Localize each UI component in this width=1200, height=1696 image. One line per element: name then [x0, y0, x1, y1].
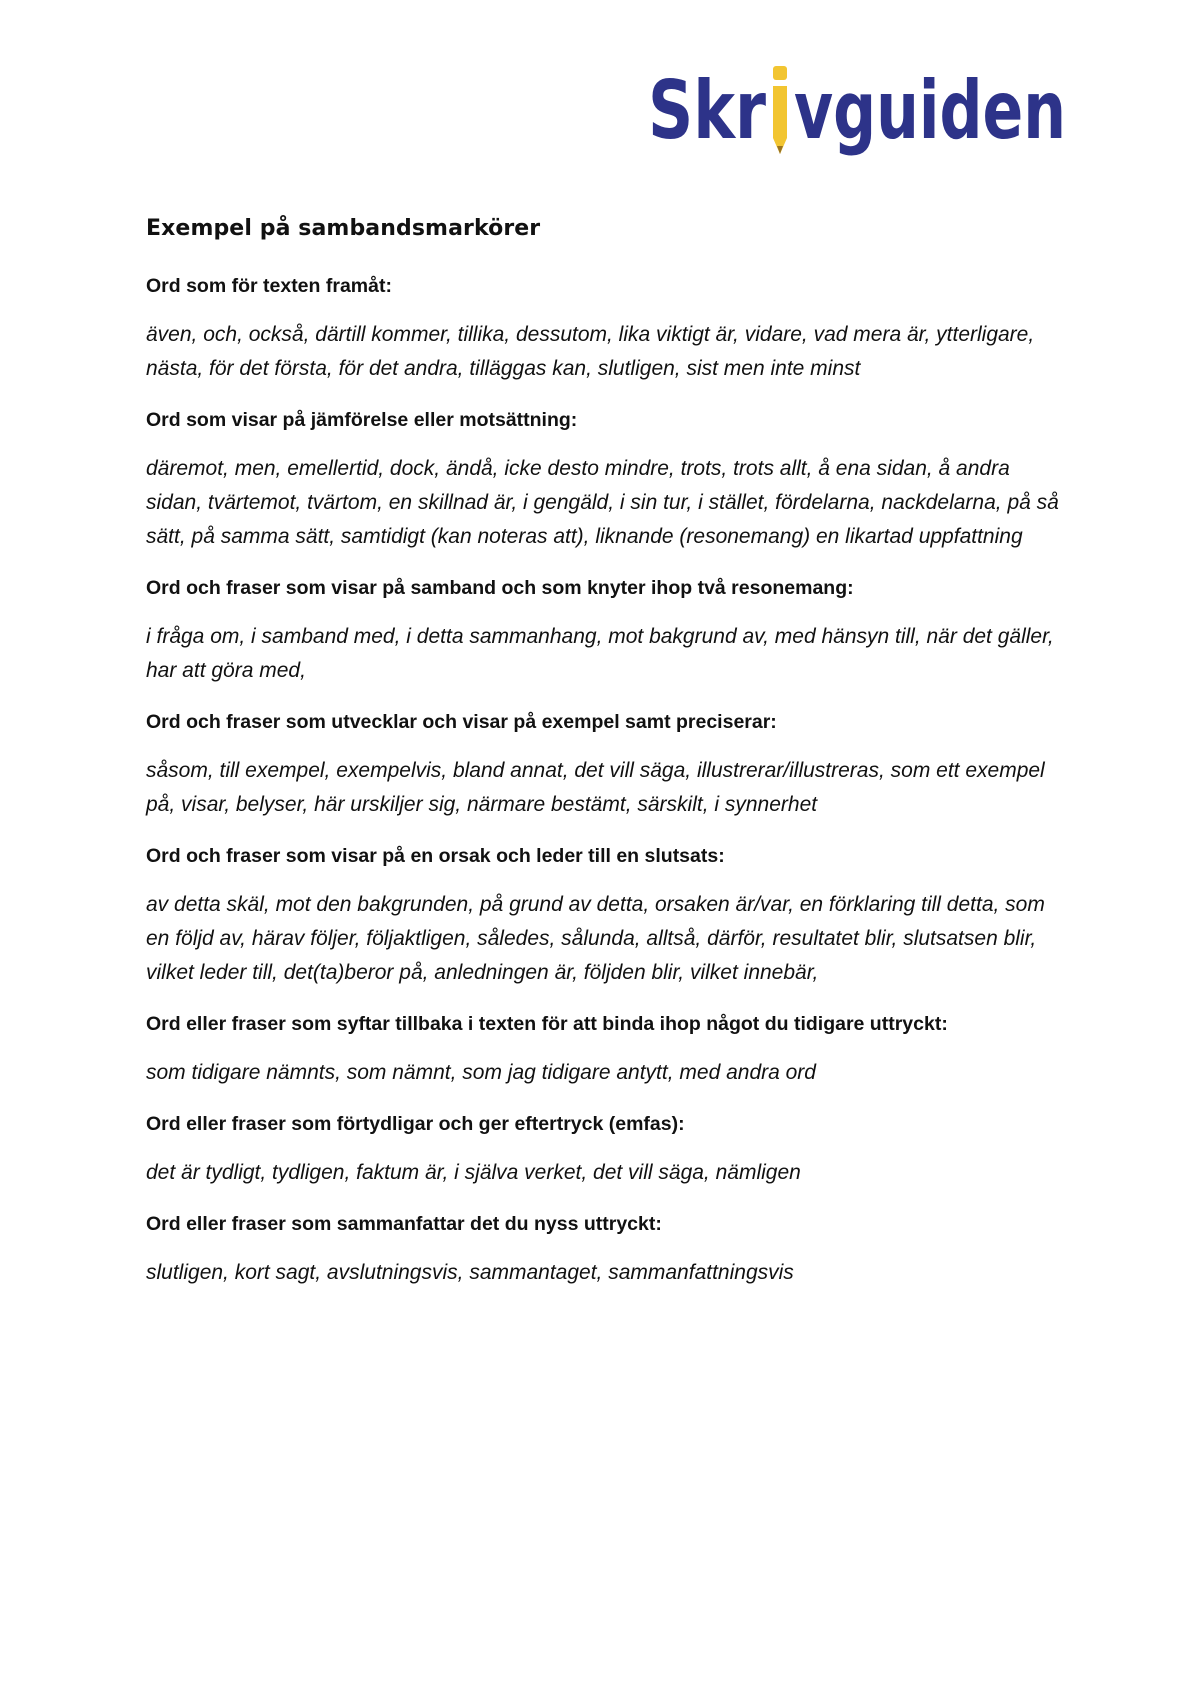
section-connection — [146, 574, 1066, 688]
section-heading: Ord och fraser som visar på samband och som knyter ihop två resonemang: — [146, 577, 854, 599]
section-comparison — [146, 406, 1066, 554]
section-forward — [146, 272, 1066, 386]
section-text: slutligen, kort sagt, avslutningsvis, sammantaget, sammanfattningsvis — [146, 1261, 794, 1284]
logo-text-end: vguiden — [794, 64, 1066, 157]
section-examples — [146, 708, 1066, 822]
section-cause — [146, 842, 1066, 990]
section-text: även, och, också, därtill kommer, tillika, dessutom, lika viktigt är, vidare, vad mera är, ytterligare, nästa, för det första, för det andra, tilläggas kan, slutligen, sist men inte minst — [146, 323, 1035, 380]
section-text: i fråga om, i samband med, i detta sammanhang, mot bakgrund av, med hänsyn till, när det gäller, har att göra med, — [146, 625, 1054, 682]
section-text: av detta skäl, mot den bakgrunden, på grund av detta, orsaken är/var, en förklaring till detta, som en följd av, härav följer, följaktligen, således, sålunda, alltså, därför, resultatet blir, slutsatsen blir, vilket leder till, det(ta)beror på, anledningen är, följden blir, vilket innebär, — [146, 893, 1045, 984]
document-title: Exempel på sambandsmarkörer — [146, 216, 541, 241]
section-heading: Ord eller fraser som sammanfattar det du nyss uttryckt: — [146, 1213, 662, 1235]
document-content — [146, 214, 1066, 1310]
section-heading: Ord eller fraser som syftar tillbaka i texten för att binda ihop något du tidigare uttryckt: — [146, 1013, 948, 1035]
section-heading: Ord och fraser som visar på en orsak och leder till en slutsats: — [146, 845, 725, 867]
skrivguiden-logo — [648, 66, 1068, 158]
section-heading: Ord och fraser som utvecklar och visar på exempel samt preciserar: — [146, 711, 777, 733]
section-reference-back — [146, 1010, 1066, 1090]
section-emphasis — [146, 1110, 1066, 1190]
section-text: såsom, till exempel, exempelvis, bland annat, det vill säga, illustrerar/illustreras, som ett exempel på, visar, belyser, här urskiljer sig, närmare bestämt, särskilt, i synnerhet — [146, 759, 1045, 816]
section-summary — [146, 1210, 1066, 1290]
section-heading: Ord som visar på jämförelse eller motsättning: — [146, 409, 578, 431]
logo-text-start: Skr — [648, 64, 767, 157]
pencil-icon — [773, 66, 787, 154]
section-text: däremot, men, emellertid, dock, ändå, icke desto mindre, trots, trots allt, å ena sidan, å andra sidan, tvärtemot, tvärtom, en skillnad är, i gengäld, i sin tur, i stället, fördelarna, nackdelarna, på så sätt, på samma sätt, samtidigt (kan noteras att), liknande (resonemang) en likartad uppfattning — [146, 457, 1059, 548]
section-heading: Ord som för texten framåt: — [146, 275, 392, 297]
section-heading: Ord eller fraser som förtydligar och ger eftertryck (emfas): — [146, 1113, 685, 1135]
section-text: det är tydligt, tydligen, faktum är, i själva verket, det vill säga, nämligen — [146, 1161, 801, 1184]
section-text: som tidigare nämnts, som nämnt, som jag tidigare antytt, med andra ord — [146, 1061, 816, 1084]
